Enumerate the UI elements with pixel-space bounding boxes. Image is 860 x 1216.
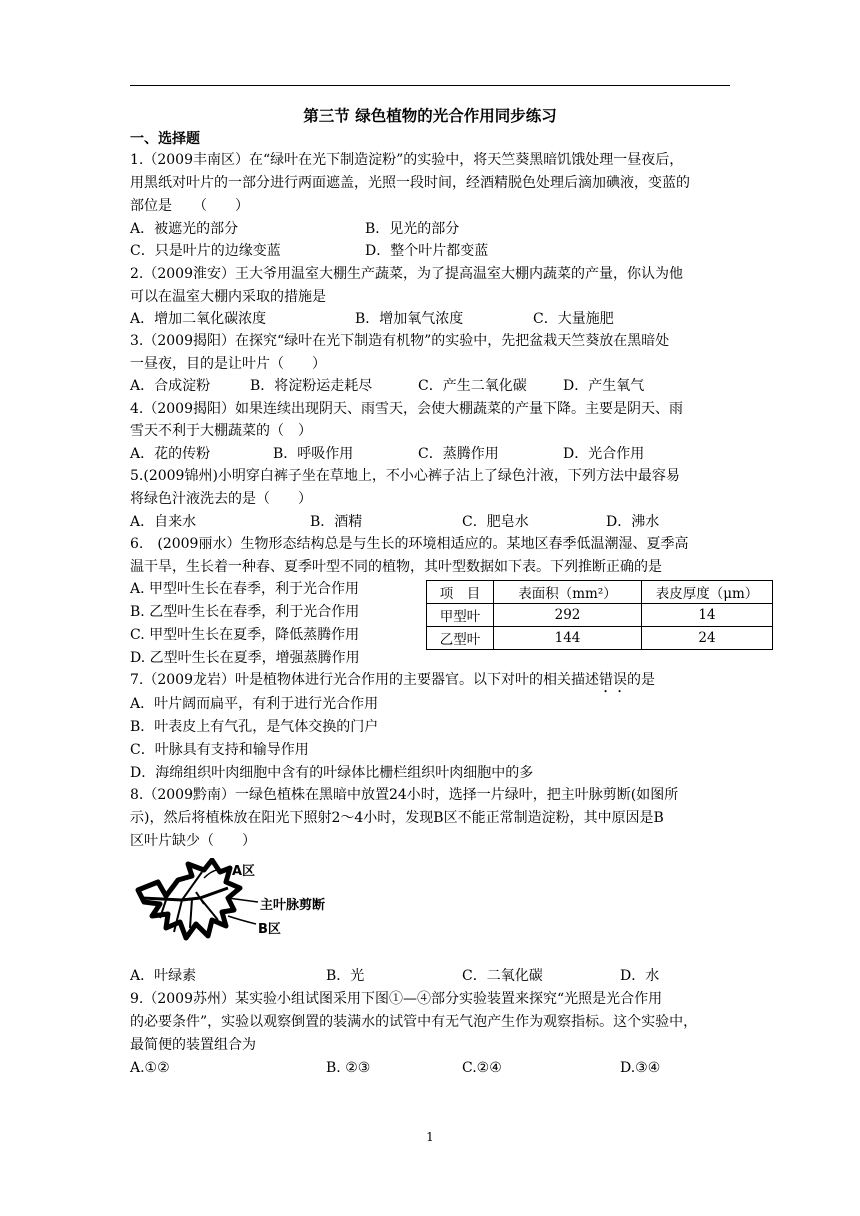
q2-line-1: 2.（2009淮安）王大爷用温室大棚生产蔬菜，为了提高温室大棚内蔬菜的产量，你认为他 bbox=[130, 266, 683, 282]
q7-option-c: C．叶脉具有支持和输导作用 bbox=[130, 742, 309, 758]
q8-option-b: B．光 bbox=[326, 968, 365, 984]
q9-line-1: 9.（2009苏州）某实验小组试图采用下图①—④部分实验装置来探究“光照是光合作用 bbox=[130, 991, 663, 1007]
page-number: 1 bbox=[426, 1130, 434, 1144]
q2-option-a: A．增加二氧化碳浓度 bbox=[130, 311, 267, 327]
section-heading: 一、选择题 bbox=[130, 131, 200, 147]
q1-option-a: A．被遮光的部分 bbox=[130, 221, 239, 237]
q4-option-a: A．花的传粉 bbox=[130, 446, 211, 462]
q3-line-2: 一昼夜，目的是让叶片（ ） bbox=[130, 356, 326, 372]
table-cell: 14 bbox=[642, 604, 773, 627]
leaf-data-table bbox=[426, 580, 773, 650]
q9-line-2: 的必要条件”，实验以观察倒置的装满水的试管中有无气泡产生作为观察指标。这个实验中， bbox=[130, 1014, 698, 1030]
table-cell: 甲型叶 bbox=[427, 604, 494, 627]
q5-line-2: 将绿色汁液洗去的是（ ） bbox=[130, 491, 312, 507]
q3-option-d: D．产生氧气 bbox=[563, 378, 645, 394]
q1-option-c: C．只是叶片的边缘变蓝 bbox=[130, 243, 281, 259]
q9-option-a: A.①② bbox=[130, 1060, 170, 1076]
q7-emphasis-word: 错误 bbox=[599, 672, 627, 688]
leaf-figure bbox=[130, 858, 350, 948]
q2-option-b: B．增加氧气浓度 bbox=[355, 311, 464, 327]
q9-option-b: B. ②③ bbox=[326, 1060, 371, 1076]
q2-line-2: 可以在温室大棚内采取的措施是 bbox=[130, 289, 326, 305]
q6-option-c: C. 甲型叶生长在夏季，降低蒸腾作用 bbox=[130, 627, 360, 643]
q5-option-a: A．自来水 bbox=[130, 514, 197, 530]
table-cell: 144 bbox=[494, 627, 642, 650]
q4-line-2: 雪天不利于大棚蔬菜的（ ） bbox=[130, 423, 312, 439]
q1-option-b: B．见光的部分 bbox=[365, 221, 460, 237]
q8-option-c: C．二氧化碳 bbox=[462, 968, 543, 984]
figure-label-main-vein: 主叶脉剪断 bbox=[260, 898, 326, 913]
figure-label-b: B区 bbox=[258, 922, 281, 937]
table-header-item: 项 目 bbox=[427, 581, 494, 604]
q8-line-3: 区叶片缺少（ ） bbox=[130, 833, 256, 849]
q8-line-1: 8.（2009黔南）一绿色植株在黑暗中放置24小时，选择一片绿叶，把主叶脉剪断(如图所 bbox=[130, 787, 679, 803]
pointer-b bbox=[228, 916, 256, 924]
q7-option-a: A．叶片阔而扁平，有利于进行光合作用 bbox=[130, 696, 379, 712]
q7-line-1-text: 7.（2009龙岩）叶是植物体进行光合作用的主要器官。以下对叶的相关描述 bbox=[130, 672, 599, 688]
q4-option-c: C．蒸腾作用 bbox=[418, 446, 499, 462]
q3-line-1: 3.（2009揭阳）在探究“绿叶在光下制造有机物”的实验中，先把盆栽天竺葵放在黑暗处 bbox=[130, 333, 670, 349]
q3-option-b: B．将淀粉运走耗尽 bbox=[250, 378, 373, 394]
q7-line-1 bbox=[130, 670, 655, 696]
table-cell: 292 bbox=[494, 604, 642, 627]
q9-option-d: D.③④ bbox=[620, 1060, 661, 1076]
table-header-area: 表面积（mm²） bbox=[494, 581, 642, 604]
header-rule bbox=[130, 85, 730, 86]
q1-option-d: D．整个叶片都变蓝 bbox=[365, 243, 489, 259]
q6-option-a: A. 甲型叶生长在春季，利于光合作用 bbox=[130, 581, 360, 597]
table-header-thickness: 表皮厚度（μm） bbox=[642, 581, 773, 604]
q5-line-1: 5.(2009锦州)小明穿白裤子坐在草地上，不小心裤子沾上了绿色汁液，下列方法中最容易 bbox=[130, 468, 680, 484]
figure-label-a: A区 bbox=[232, 864, 256, 879]
page-title: 第三节 绿色植物的光合作用同步练习 bbox=[303, 107, 557, 125]
q4-option-d: D．光合作用 bbox=[563, 446, 645, 462]
q9-line-3: 最简便的装置组合为 bbox=[130, 1037, 256, 1053]
pointer-main bbox=[228, 898, 258, 902]
table-header-row bbox=[427, 581, 773, 604]
table-cell: 24 bbox=[642, 627, 773, 650]
q3-option-a: A．合成淀粉 bbox=[130, 378, 211, 394]
table-cell: 乙型叶 bbox=[427, 627, 494, 650]
q1-line-2: 用黑纸对叶片的一部分进行两面遮盖，光照一段时间，经酒精脱色处理后滴加碘液，变蓝的 bbox=[130, 175, 690, 191]
q4-line-1: 4.（2009揭阳）如果连续出现阴天、雨雪天，会使大棚蔬菜的产量下降。主要是阴天、雨 bbox=[130, 401, 683, 417]
table-row bbox=[427, 604, 773, 627]
q7-option-b: B．叶表皮上有气孔，是气体交换的门户 bbox=[130, 719, 379, 735]
q8-line-2: 示)，然后将植株放在阳光下照射2～4小时，发现B区不能正常制造淀粉，其中原因是B bbox=[130, 810, 664, 826]
q5-option-c: C．肥皂水 bbox=[462, 514, 529, 530]
q2-option-c: C．大量施肥 bbox=[533, 311, 614, 327]
q8-option-d: D．水 bbox=[620, 968, 660, 984]
q6-option-b: B. 乙型叶生长在春季，利于光合作用 bbox=[130, 604, 360, 620]
q6-option-d: D. 乙型叶生长在夏季，增强蒸腾作用 bbox=[130, 650, 360, 666]
q3-option-c: C．产生二氧化碳 bbox=[418, 378, 527, 394]
q1-line-3: 部位是 （ ） bbox=[130, 198, 249, 214]
q7-option-d: D．海绵组织叶肉细胞中含有的叶绿体比栅栏组织叶肉细胞中的多 bbox=[130, 765, 534, 781]
table-row bbox=[427, 627, 773, 650]
q4-option-b: B．呼吸作用 bbox=[273, 446, 354, 462]
q5-option-d: D．沸水 bbox=[606, 514, 660, 530]
q9-option-c: C.②④ bbox=[462, 1060, 502, 1076]
q8-option-a: A．叶绿素 bbox=[130, 968, 197, 984]
q6-line-2: 温干旱，生长着一种春、夏季叶型不同的植物，其叶型数据如下表。下列推断正确的是 bbox=[130, 559, 662, 575]
q5-option-b: B．酒精 bbox=[310, 514, 363, 530]
q1-line-1: 1.（2009丰南区）在“绿叶在光下制造淀粉”的实验中，将天竺葵黑暗饥饿处理一昼夜后， bbox=[130, 152, 684, 168]
q7-line-1-tail: 的是 bbox=[627, 672, 655, 688]
q6-line-1: 6. (2009丽水）生物形态结构总是与生长的环境相适应的。某地区春季低温潮湿、夏季高 bbox=[130, 536, 689, 552]
